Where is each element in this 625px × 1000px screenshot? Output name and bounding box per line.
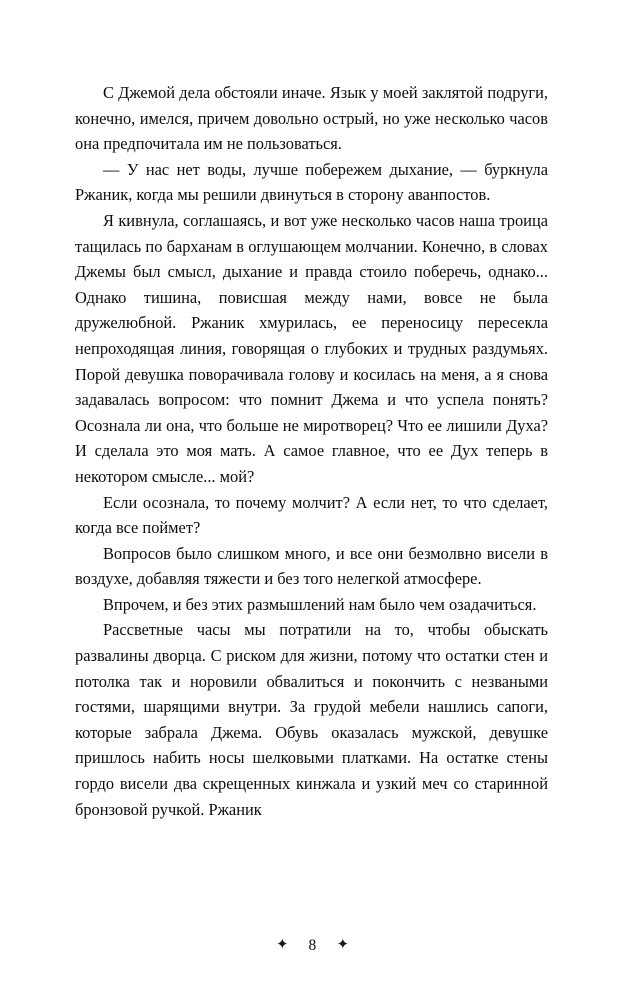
paragraph-dialogue: — У нас нет воды, лучше побережем дыхание, — буркнула Ржаник, когда мы решили двинуться в сторону аванпостов. — [75, 159, 548, 205]
page-number: 8 — [308, 937, 317, 954]
paragraph: Рассветные часы мы потратили на то, чтобы обыскать развалины дворца. С риском для жизни, потому что остатки стен и потолка так и норовили обвалиться и покончить с незваными гостями, шарящими внутри. За грудой мебели нашлись сапоги, которые забрала Джема. Обувь оказалась мужской, девушке пришлось набить носы шелковыми платками. На остатке стены гордо висели два скрещенных кинжала и узкий меч со старинной бронзовой ручкой. Ржаник — [75, 620, 548, 819]
paragraph: С Джемой дела обстояли иначе. Язык у моей заклятой подруги, конечно, имелся, причем довольно острый, но уже несколько часов она предпочитала им не пользоваться. — [75, 83, 548, 154]
page-footer — [0, 937, 625, 956]
paragraph: Впрочем, и без этих размышлений нам было чем озадачиться. — [103, 594, 537, 614]
page-text-column — [75, 80, 548, 822]
star-ornament-right-icon: ✦ — [336, 936, 350, 953]
paragraph: Если осознала, то почему молчит? А если нет, то что сделает, когда все поймет? — [75, 492, 548, 538]
star-ornament-left-icon: ✦ — [275, 936, 289, 953]
paragraph: Вопросов было слишком много, и все они безмолвно висели в воздухе, добавляя тяжести и без того нелегкой атмосфере. — [75, 543, 548, 589]
page-footer-inner — [276, 937, 349, 955]
paragraph: Я кивнула, соглашаясь, и вот уже несколько часов наша троица тащилась по барханам в оглушающем молчании. Конечно, в словах Джемы был смысл, дыхание и правда стоило поберечь, однако... Однако тишина, повисшая между нами, вовсе не была дружелюбной. Ржаник хмурилась, ее переносицу пересекла непроходящая линия, говорящая о глубоких и трудных раздумьях. Порой девушка поворачивала голову и косилась на меня, а я снова задавалась вопросом: что помнит Джема и что успела понять? Осознала ли она, что больше не миротворец? Что ее лишили Духа? И сделала это моя мать. А самое главное, что ее Дух теперь в некотором смысле... мой? — [75, 210, 548, 486]
